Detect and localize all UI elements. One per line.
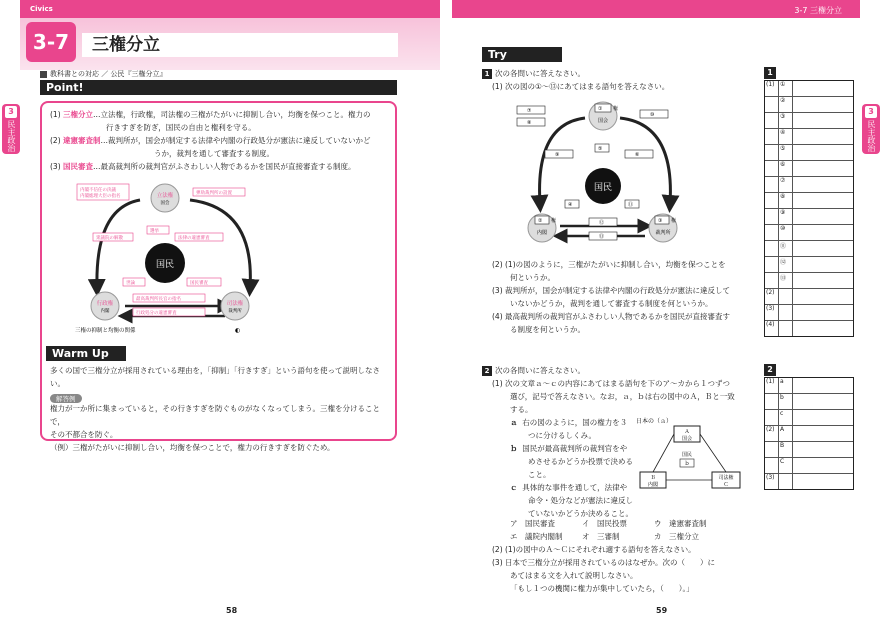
answer-row[interactable] — [765, 473, 853, 489]
q2-options-1: ア 国民審査 イ 国民投票 ウ 違憲審査制 — [510, 519, 707, 528]
label-impeachment: 弾劾裁判所の設置 — [196, 191, 232, 196]
answer-row-item: C — [779, 458, 793, 473]
answer-row-item: b — [779, 394, 793, 409]
answer-row-item: ③ — [779, 113, 793, 128]
label-law-review: 法律の違憲審査 — [178, 236, 210, 241]
svg-text:権: 権 — [671, 218, 677, 224]
try-diagram-2 — [634, 414, 746, 496]
answer-row-part — [765, 193, 779, 208]
answer-row[interactable] — [765, 96, 853, 112]
answer-row[interactable] — [765, 176, 853, 192]
answer-row-item: ⑩ — [779, 225, 793, 240]
svg-text:国民: 国民 — [681, 452, 693, 458]
q2-c: ｃ 具体的な事件を通して，法律や 命令・処分などが憲法に違反し ていないかどうか決めること。 — [510, 483, 633, 518]
answer-row-item: ⑤ — [779, 145, 793, 160]
page-number-right: 59 — [656, 606, 668, 615]
q2-a: ａ 右の図のように，国の権力を３ つに分けるしくみ。 — [510, 418, 628, 440]
svg-text:権: 権 — [551, 218, 557, 224]
fig1-right: 裁判所 — [655, 230, 671, 236]
book-icon — [40, 71, 47, 78]
q2-options-2: エ 議院内閣制 オ 三審制 カ 三権分立 — [510, 532, 699, 541]
svg-text:②: ② — [538, 218, 543, 224]
answer-1-label: 1 — [764, 67, 776, 79]
answer-row-part — [765, 458, 779, 473]
warmup-banner: Warm Up — [46, 346, 126, 361]
warmup-question: 多くの国で三権分立が採用されている理由を，「抑制」「行きすぎ」という語句を使って説明しなさい。 — [50, 366, 380, 388]
answer-tag: 解答例 — [50, 394, 82, 403]
label-public-opinion: 世論 — [126, 281, 135, 286]
answer-row-part: (4) — [765, 321, 779, 336]
answer-row-item: A — [779, 426, 793, 441]
side-tab-right: 3 民主政治 — [862, 104, 880, 154]
answer-row[interactable] — [765, 457, 853, 473]
label-pm-nomination: 内閣総理大臣の指名 — [80, 194, 121, 199]
label-election: 選挙 — [150, 229, 159, 234]
svg-text:⑤: ⑤ — [598, 146, 603, 152]
answer-row-item — [779, 305, 793, 320]
q2-2: (2) (1)の図中のＡ～Ｃにそれぞれ適する語句を答えなさい。 — [492, 545, 696, 554]
point-2: (2) 違憲審査制…裁判所が，国会が制定する法律や内閣の行政処分が憲法に違反していないかど うか，裁判を通して審査する制度。 — [50, 136, 371, 158]
q2-title: 2 次の各問いに答えなさい。 — [482, 364, 585, 377]
answer-row-item: ⑧ — [779, 193, 793, 208]
label-admin-review: 行政処分の違憲審査 — [136, 311, 177, 316]
answer-row-item: ⑫ — [779, 257, 793, 272]
node-legislative-sub: 国会 — [160, 201, 170, 206]
answer-row[interactable] — [765, 224, 853, 240]
answer-row-part: (1) — [765, 81, 779, 96]
svg-text:司法権: 司法権 — [718, 475, 734, 481]
answer-row-part — [765, 394, 779, 409]
node-legislative: 立法権 — [156, 193, 174, 199]
answer-row-part: (1) — [765, 378, 779, 393]
answer-row[interactable] — [765, 272, 853, 288]
answer-row-item: ⑦ — [779, 177, 793, 192]
svg-text:権: 権 — [613, 106, 619, 112]
svg-text:国会: 国会 — [681, 436, 693, 442]
try-diagram-1 — [515, 94, 690, 249]
answer-row[interactable] — [765, 425, 853, 441]
answer-row-part — [765, 129, 779, 144]
answer-row-item — [779, 321, 793, 336]
section-number: 3-7 — [26, 22, 76, 62]
node-judicial: 司法権 — [226, 301, 244, 307]
answer-row-part — [765, 241, 779, 256]
answer-row-part — [765, 273, 779, 288]
answer-row-part — [765, 97, 779, 112]
right-header-label: 3-7 三権分立 — [794, 6, 842, 15]
q1-2: (2) (1)の図のように，三権がたがいに抑制し合い，均衡を保つことを 何というか。 — [492, 260, 726, 282]
fig1-top: 国会 — [597, 118, 609, 124]
answer-row[interactable] — [765, 128, 853, 144]
answer-row[interactable] — [765, 288, 853, 304]
svg-text:④: ④ — [568, 202, 573, 208]
point-3: (3) 国民審査…最高裁判所の裁判官がふさわしい人物であるかを国民が直接審査する制度。 — [50, 162, 356, 171]
answer-row-item: ② — [779, 97, 793, 112]
point-1: (1) 三権分立…立法権，行政権，司法権の三権がたがいに抑制し合い，均衡を保つこと。権力の 行きすぎを防ぎ，国民の自由と権利を守る。 — [50, 110, 371, 132]
q2-1: (1) 次の文章ａ～ｃの内容にあてはまる語句を下のア～カから１つずつ 選び，記号で答えなさい。なお，ａ，ｂは右の図中のＡ，Ｂと一致 する。 — [492, 379, 735, 414]
fig1-left: 内閣 — [536, 230, 548, 236]
answer-row-part: (3) — [765, 474, 779, 489]
warmup-answer: 権力が一か所に集まっていると，その行きすぎを防ぐものがなくなってしまう。三権を分けることで， その不都合を防ぐ。 （例）三権がたがいに抑制し合い，均衡を保つことで，権力の行きすぎを防ぐため。 — [50, 404, 380, 452]
answer-row-item: c — [779, 410, 793, 425]
answer-row[interactable] — [765, 144, 853, 160]
answer-row[interactable] — [765, 81, 853, 96]
node-executive-sub: 内閣 — [100, 309, 110, 314]
answer-row[interactable] — [765, 208, 853, 224]
diagram-center: 国民 — [155, 260, 175, 270]
answer-row-part: (2) — [765, 289, 779, 304]
node-judicial-sub: 裁判所 — [228, 309, 242, 314]
answer-row-item: ⑬ — [779, 273, 793, 288]
answer-row[interactable] — [765, 304, 853, 320]
page-number-left: 58 — [226, 606, 238, 615]
answer-row-part — [765, 442, 779, 457]
curriculum-note: 教科書との対応 ／ 公民『三権分立』 — [40, 69, 166, 79]
point-banner: Point! — [40, 80, 397, 95]
answer-row-part — [765, 161, 779, 176]
answer-row-part — [765, 209, 779, 224]
diagram-caption: 三権の抑制と均衡の関係 — [75, 328, 136, 334]
label-chief-justice: 最高裁判所長官の指名 — [136, 297, 181, 302]
answer-row[interactable] — [765, 378, 853, 393]
svg-text:⑫: ⑫ — [599, 220, 605, 226]
answer-row-part — [765, 257, 779, 272]
svg-text:ｂ: ｂ — [684, 461, 690, 467]
answer-row[interactable] — [765, 409, 853, 425]
answer-row-item — [779, 474, 793, 489]
answer-box-1 — [764, 80, 854, 337]
audio-icon: ◐ — [235, 327, 241, 334]
civics-label: Civics — [30, 5, 53, 13]
side-tab-left: 3 民主政治 — [2, 104, 20, 154]
answer-row-item: ① — [779, 81, 793, 96]
section-title: 三権分立 — [82, 33, 398, 57]
answer-2-label: 2 — [764, 364, 776, 376]
answer-box-2 — [764, 377, 854, 490]
answer-row[interactable] — [765, 256, 853, 272]
fig1-center: 国民 — [593, 183, 613, 193]
answer-row-item — [779, 289, 793, 304]
answer-row[interactable] — [765, 160, 853, 176]
label-dissolution: 衆議院の解散 — [96, 236, 123, 241]
svg-text:①: ① — [598, 106, 603, 112]
answer-row-item: ⑨ — [779, 209, 793, 224]
answer-row[interactable] — [765, 441, 853, 457]
answer-row[interactable] — [765, 192, 853, 208]
answer-row-item: ⑥ — [779, 161, 793, 176]
q2-b: ｂ 国民が最高裁判所の裁判官をや めさせるかどうか投票で決める こと。 — [510, 444, 633, 479]
answer-row[interactable] — [765, 112, 853, 128]
answer-row-part: (2) — [765, 426, 779, 441]
svg-text:⑩: ⑩ — [650, 112, 655, 118]
answer-row-part — [765, 225, 779, 240]
svg-text:Ｂ: Ｂ — [650, 475, 656, 481]
svg-text:⑪: ⑪ — [628, 202, 634, 208]
answer-row-item: ④ — [779, 129, 793, 144]
answer-row-part — [765, 177, 779, 192]
svg-text:Ａ: Ａ — [684, 429, 690, 435]
q1-4: (4) 最高裁判所の裁判官がふさわしい人物であるかを国民が直接審査す る制度を何というか。 — [492, 312, 731, 334]
svg-text:⑥: ⑥ — [635, 152, 640, 158]
answer-row-part — [765, 145, 779, 160]
svg-text:内閣: 内閣 — [647, 482, 659, 488]
answer-row-item: a — [779, 378, 793, 393]
answer-row-part — [765, 410, 779, 425]
answer-row[interactable] — [765, 240, 853, 256]
svg-text:⑨: ⑨ — [555, 152, 560, 158]
q1-title: 1 次の各問いに答えなさい。 — [482, 67, 585, 80]
svg-text:⑧: ⑧ — [527, 120, 532, 126]
q1-3: (3) 裁判所が，国会が制定する法律や内閣の行政処分が憲法に違反して いないかどうか，裁判を通して審査する制度を何というか。 — [492, 286, 731, 308]
svg-text:⑬: ⑬ — [599, 234, 605, 240]
answer-row[interactable] — [765, 393, 853, 409]
label-review-vote: 国民審査 — [190, 281, 208, 286]
q1-1: (1) 次の図の①～⑬にあてはまる語句を答えなさい。 — [492, 82, 670, 91]
node-executive: 行政権 — [96, 301, 114, 307]
separation-of-powers-diagram — [75, 178, 275, 338]
answer-row-part — [765, 113, 779, 128]
answer-row[interactable] — [765, 320, 853, 336]
svg-text:⑦: ⑦ — [527, 108, 532, 114]
fig2-title: 日本の（ａ） — [636, 418, 673, 425]
q2-3: (3) 日本で三権分立が採用されているのはなぜか。次の（ ）に あてはまる文を入れて説明しなさい。 「もし１つの機関に権力が集中していたら，（ ）。」 — [492, 558, 716, 593]
svg-text:Ｃ: Ｃ — [723, 482, 729, 488]
answer-row-part: (3) — [765, 305, 779, 320]
label-no-confidence: 内閣不信任の決議 — [80, 188, 116, 193]
left-header-bar — [20, 0, 440, 18]
answer-row-item: ⑪ — [779, 241, 793, 256]
try-banner: Try — [482, 47, 562, 62]
svg-text:③: ③ — [658, 218, 663, 224]
answer-row-item: B — [779, 442, 793, 457]
